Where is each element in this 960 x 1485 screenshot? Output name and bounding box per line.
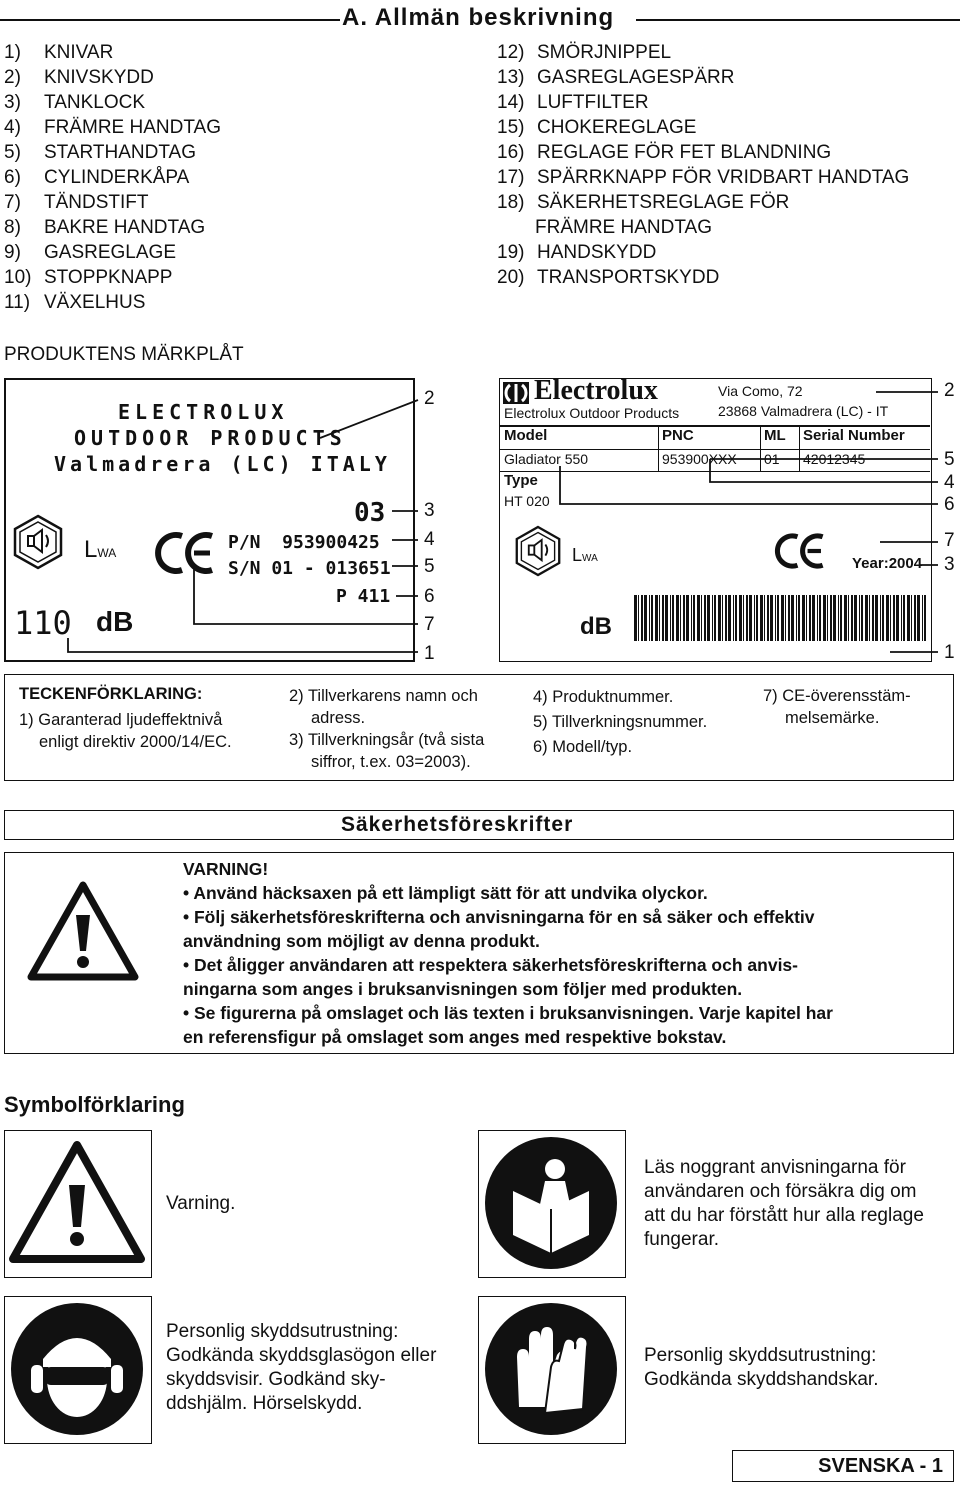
- type-value: HT 020: [504, 493, 550, 509]
- list-item: 17) SPÄRRKNAPP FÖR VRIDBART HANDTAG: [497, 167, 910, 188]
- plate-pn: P/N 953900425: [228, 532, 380, 553]
- footer-page-label: [732, 1450, 954, 1482]
- callout-number: 3: [424, 500, 435, 521]
- symbol-warning-icon: [4, 1130, 152, 1278]
- plate-year: 03: [354, 498, 386, 528]
- list-item: 14) LUFTFILTER: [497, 92, 649, 113]
- callout-number: 4: [944, 472, 955, 493]
- list-item: FRÄMRE HANDTAG: [535, 217, 712, 238]
- list-item: 18) SÄKERHETSREGLAGE FÖR: [497, 192, 790, 213]
- col-model: Model: [504, 427, 548, 444]
- list-item: 8) BAKRE HANDTAG: [4, 217, 206, 238]
- callout-number: 4: [424, 529, 435, 550]
- plate-heading: PRODUKTENS MÄRKPLÅT: [4, 344, 244, 365]
- protective-gear-head-icon: [4, 1296, 152, 1444]
- lwa-label: LWA: [572, 545, 598, 565]
- symbol-caption: Läs noggrant anvisningarna för användaren och försäkra dig om att du har förstått hur alla reglage fungerar.: [644, 1157, 924, 1250]
- callout-number: 5: [944, 449, 955, 470]
- callout-number: 6: [424, 586, 435, 607]
- callout-number: 1: [424, 643, 435, 664]
- read-manual-icon: [478, 1130, 626, 1278]
- list-item: 16) REGLAGE FÖR FET BLANDNING: [497, 142, 832, 163]
- col-pnc: PNC: [662, 427, 694, 444]
- list-item: 15) CHOKEREGLAGE: [497, 117, 697, 138]
- list-item: 3) TANKLOCK: [4, 92, 146, 113]
- value-serial: 42012345: [803, 451, 866, 467]
- brand-sub: Electrolux Outdoor Products: [504, 405, 680, 421]
- db-unit: dB: [96, 606, 134, 637]
- list-item: 7) TÄNDSTIFT: [4, 192, 149, 213]
- page-number: SVENSKA - 1: [818, 1455, 943, 1477]
- parts-list-left: [4, 40, 221, 315]
- symbol-caption: Personlig skyddsutrustning: Godkända skyddsglasögon eller skyddsvisir. Godkänd sky- ddshjälm. Hörselskydd.: [166, 1321, 437, 1414]
- legend-heading: TECKENFÖRKLARING:: [19, 685, 203, 703]
- section-title: A. Allmän beskrivning: [342, 4, 615, 31]
- plate-division: OUTDOOR PRODUCTS: [74, 426, 347, 450]
- col-ml: ML: [764, 427, 786, 444]
- safety-title: Säkerhetsföreskrifter: [341, 813, 574, 836]
- callout-number: 3: [944, 554, 955, 575]
- list-item: 11) VÄXELHUS: [4, 292, 146, 313]
- list-item: 10) STOPPKNAPP: [4, 267, 173, 288]
- list-item: 9) GASREGLAGE: [4, 242, 176, 263]
- title-rule-left: [0, 19, 340, 21]
- col-serial: Serial Number: [803, 427, 905, 444]
- warning-heading: VARNING!: [183, 859, 269, 879]
- plate-sn: S/N 01 - 013651: [228, 558, 391, 579]
- parts-list-right: [497, 40, 909, 290]
- db-value: 110: [14, 604, 72, 642]
- list-item: 1) KNIVAR: [4, 42, 114, 63]
- list-item: 12) SMÖRJNIPPEL: [497, 42, 672, 63]
- legend-item: 7) CE-överensstäm- melsemärke.: [763, 687, 911, 727]
- plate-location: Valmadrera (LC) ITALY: [54, 452, 391, 476]
- callout-number: 2: [424, 388, 435, 409]
- symbols-heading: Symbolförklaring: [4, 1092, 185, 1117]
- address-line-1: Via Como, 72: [718, 383, 803, 399]
- address-line-2: 23868 Valmadrera (LC) - IT: [718, 403, 889, 419]
- callout-number: 7: [424, 614, 435, 635]
- title-rule-right: [636, 19, 960, 21]
- legend-item: 4) Produktnummer. 5) Tillverkningsnummer. 6) Modell/typ.: [533, 688, 708, 756]
- lwa-label: LWA: [84, 536, 117, 563]
- legend-box: [4, 674, 954, 781]
- list-item: 2) KNIVSKYDD: [4, 67, 154, 88]
- type-label: Type: [504, 472, 538, 489]
- warning-triangle-icon: [27, 881, 139, 981]
- symbol-caption: Personlig skyddsutrustning: Godkända skyddshandskar.: [644, 1345, 879, 1390]
- plate-year: Year:2004: [852, 555, 923, 572]
- callout-number: 6: [944, 494, 955, 515]
- callout-number: 5: [424, 556, 435, 577]
- callout-number: 2: [944, 380, 955, 401]
- value-ml: 01: [764, 451, 780, 467]
- gloves-icon: [478, 1296, 626, 1444]
- safety-title-bar: [4, 810, 954, 840]
- legend-item: 1) Garanterad ljudeffektnivå enligt direktiv 2000/14/EC.: [19, 711, 232, 751]
- callout-number: 7: [944, 530, 955, 551]
- list-item: 20) TRANSPORTSKYDD: [497, 267, 720, 288]
- brand-name: Electrolux: [534, 375, 658, 406]
- db-unit: dB: [580, 613, 612, 640]
- list-item: 4) FRÄMRE HANDTAG: [4, 117, 221, 138]
- symbol-caption: Varning.: [166, 1193, 236, 1214]
- legend-item: 2) Tillverkarens namn och adress. 3) Tillverkningsår (två sista siffror, t.ex. 03=2003).: [289, 687, 485, 771]
- plate-brand: ELECTROLUX: [118, 400, 289, 424]
- list-item: 19) HANDSKYDD: [497, 242, 657, 263]
- plate-right-leaders: [480, 370, 950, 670]
- warning-box: [4, 852, 954, 1054]
- value-pnc: 953900XXX: [662, 451, 737, 467]
- list-item: 13) GASREGLAGESPÄRR: [497, 67, 735, 88]
- list-item: 5) STARTHANDTAG: [4, 142, 197, 163]
- list-item: 6) CYLINDERKÅPA: [4, 167, 190, 188]
- callout-number: 1: [944, 642, 955, 663]
- plate-left-leaders: [0, 370, 430, 670]
- warning-text: VARNING! • Använd häcksaxen på ett lämpligt sätt för att undvika olyckor. • Följ säkerhetsföreskrifterna och anvisningarna för en så säker och effektiv användning som möjligt av denna produkt. • Det åligger användaren att respektera säkerhetsföreskrifterna och anvis- ningarna som anges i bruksanvisningen som följer med produkten. • Se figurerna på omslaget och läs texten i bruksanvisningen. Varje kapitel har en referensfigur på omslaget som anges med respektive bokstav.: [183, 859, 833, 1047]
- plate-model: P 411: [336, 586, 391, 607]
- value-model: Gladiator 550: [504, 451, 589, 467]
